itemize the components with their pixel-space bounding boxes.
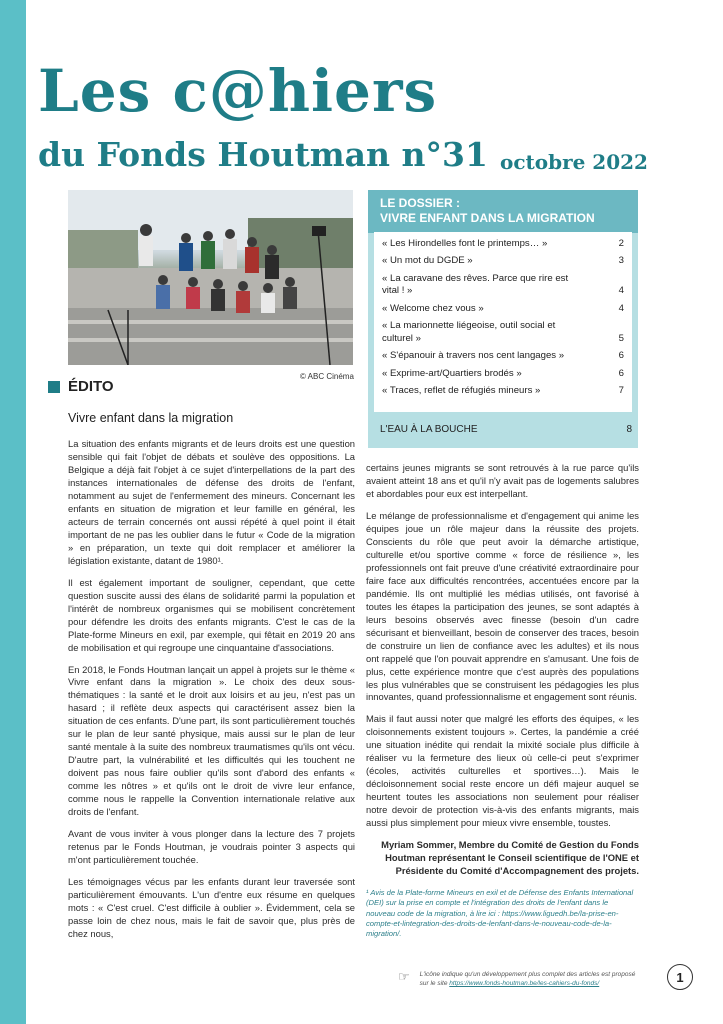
toc-item-title: « Exprime-art/Quartiers brodés » xyxy=(382,367,522,379)
dossier-title: VIVRE ENFANT DANS LA MIGRATION xyxy=(380,211,595,225)
dossier-footer-item[interactable] xyxy=(380,424,632,435)
dossier-box xyxy=(368,190,638,448)
footnote: ¹ Avis de la Plate-forme Mineurs en exil et de Défense des Enfants International (DEI) sur la prise en compte et l'intégration des droits de l'enfant dans le nouveau code de la migration, à lire ici : https://www.liguedh.be/la-prise-en-compte-et-lintegration-des-droits-de-lenfant-dans-le-nouveau-code-de-la-migration/. xyxy=(366,888,634,939)
signature: Myriam Sommer, Membre du Comité de Gestion du Fonds Houtman représentant le Conseil scientifique de l'ONE et Présidente du Comité d'Accompagnement des projets. xyxy=(381,839,639,877)
paragraph: certains jeunes migrants se sont retrouvés à la rue parce qu'ils avaient atteint 18 ans et qu'il n'y avait pas de logements salubres et abordables pour eux est interpellant. xyxy=(366,462,639,499)
edito-heading xyxy=(48,378,114,395)
left-accent-bar xyxy=(0,0,26,1024)
toc-item-page: 5 xyxy=(618,332,624,344)
footer-link[interactable]: https://www.fonds-houtman.be/les-cahiers-du-fonds/ xyxy=(449,980,600,988)
group-photo xyxy=(68,190,353,365)
toc-item-title: « Traces, reflet de réfugiés mineurs » xyxy=(382,385,541,397)
masthead-subtitle: du Fonds Houtman n°31 xyxy=(38,135,488,174)
toc-item[interactable] xyxy=(382,255,624,267)
dossier-label: LE DOSSIER : xyxy=(380,196,461,210)
toc-item-title: « La marionnette liégeoise, outil social et culturel » xyxy=(382,320,556,344)
toc-item-page: 4 xyxy=(618,302,624,314)
paragraph: La situation des enfants migrants et de leurs droits est une question sensible qui fait l'objet de débats et soulève des oppositions. La Belgique a déjà fait l'objet à ce sujet d'interpellations de la part des instances internationales de défense des droits de l'enfant, notamment au sujet de l'enfermement des mineurs. Concernant les enfants en situation de migration et leur famille en général, les acteurs de terrain concernés ont aussi répété à quel point il était important de ne pas les oublier dans le futur « Code de la migration » en préparation, un texte qui doit remplacer et améliorer la législation existante, datant de 1980¹. xyxy=(68,438,355,566)
footer-note-prefix: sur le site xyxy=(419,980,450,988)
paragraph: En 2018, le Fonds Houtman lançait un appel à projets sur le thème « Vivre enfant dans la migration ». Le choix des deux sous-thématiques : la santé et le droit aux loisirs et au jeu, n'est pas un hasard ; il reflète deux aspects qui caractérisent assez bien la situation de ces enfants. D'une part, ils sont particulièrement touchés sur le plan de leur santé physique, mais aussi sur le plan de leur santé mentale à la suite des nombreux traumatismes qu'ils ont vécu. D'autre part, la vulnérabilité et les difficultés qui les touchent ne doivent pas nous faire oublier qu'ils sont d'abord des enfants « comme les nôtres » et qu'ils ont le droit de vivre leur enfance, comme nous le rappelle la Convention internationale relative aux droits de l'enfant. xyxy=(68,663,355,818)
edito-column-right xyxy=(366,462,639,939)
toc-item-title: « Welcome chez vous » xyxy=(382,302,484,314)
toc-item-title: « La caravane des rêves. Parce que rire est vital ! » xyxy=(382,272,569,297)
masthead-title: Les c@hiers xyxy=(38,57,438,125)
toc-item[interactable] xyxy=(382,320,624,345)
paragraph: Le mélange de professionnalisme et d'engagement qui anime les équipes joue un rôle majeur dans la réussite des projets. Conscients du rôle que peut avoir la démarche artistique, culturelle et/ou sportive comme « force de résilience », les professionnels ont fait preuve d'une créativité extraordinaire pour faire face aux difficultés rencontrées, accentuées encore par la pandémie. Ils ont multiplié les médias utilisés, ont favorisé à toutes les étapes la participation des jeunes, se sont adaptés à leurs besoins observés avec finesse (besoin d'un cadre sécurisant et bienveillant, besoin de conserver des traces, besoin de construire un lien de confiance avec les adultes) et ils nous ont rappelé que l'on pouvait apprendre en s'amusant. Une fois de plus, cette expérience montre que c'est auprès des populations les plus vulnérables que se construisent les pédagogies les plus innovantes, quand professionnalisme et engagement sont réunis. xyxy=(366,509,639,703)
toc-item-title: « Un mot du DGDE » xyxy=(382,255,473,267)
toc-item[interactable] xyxy=(382,350,624,362)
dossier-footer-page: 8 xyxy=(626,424,632,435)
photo-credit: © ABC Cinéma xyxy=(300,372,354,381)
issue-date: octobre 2022 xyxy=(500,150,648,174)
toc-item-page: 6 xyxy=(618,367,624,379)
toc-item-page: 2 xyxy=(618,238,624,249)
dossier-footer-title: L'EAU À LA BOUCHE xyxy=(380,424,478,435)
toc-item-page: 6 xyxy=(618,350,624,362)
toc-item-title: « Les Hirondelles font le printemps… » xyxy=(382,238,548,249)
paragraph: Il est également important de souligner, cependant, que cette question suscite aussi des élans de solidarité parmi la population et l'intérêt de nombreux organismes qui se mobilisent concrètement pour défendre les droits des enfants migrants. C'est le cas de la Plate-forme Mineurs en exil, par exemple, qui fêtait en 2019 20 ans de mobilisation et qui regroupe une cinquantaine d'associations. xyxy=(68,576,355,653)
toc-item[interactable] xyxy=(382,385,624,397)
toc-item-title: « S'épanouir à travers nos cent langages » xyxy=(382,350,565,362)
toc-item-page: 3 xyxy=(618,255,624,267)
footer-note-line-2 xyxy=(420,979,636,988)
toc-item[interactable] xyxy=(382,368,624,380)
edito-headline: Vivre enfant dans la migration xyxy=(68,411,234,425)
section-marker-square xyxy=(48,381,60,393)
toc-item-page: 7 xyxy=(618,385,624,397)
toc-item-page: 4 xyxy=(618,285,624,297)
paragraph: Mais il faut aussi noter que malgré les efforts des équipes, « les cloisonnements existent toujours ». Certes, la pandémie a créé une situation inédite qui rendait la mixité sociale plus difficile à réaliser vu la fermeture des lieux où celle-ci peut s'exprimer (écoles, activités culturelles et sportives…). Mais le décloisonnement social reste encore un défi majeur auquel se heurtent toutes les associations non seulement pour réaliser notre devoir de protection vis-à-vis des enfants migrants, mais aussi plus simplement pour mieux vivre ensemble, toustes. xyxy=(366,713,639,829)
toc-item[interactable] xyxy=(382,303,624,315)
footer-note-text xyxy=(420,970,636,989)
edito-column-left xyxy=(68,438,355,950)
footer-note-line: L'icône indique qu'un développement plus complet des articles est proposé xyxy=(419,971,636,978)
toc-item[interactable] xyxy=(382,238,624,250)
paragraph: Les témoignages vécus par les enfants durant leur traversée sont particulièrement émouvants. L'un d'entre eux résume en quelques mots : « C'est cruel. C'est difficile à oublier ». Évidemment, cela se passe loin de chez nous, mais le fait de savoir que, plus près de chez nous, xyxy=(68,876,355,939)
dossier-toc xyxy=(374,232,632,412)
pointing-hand-icon: ☞ xyxy=(398,969,410,984)
dossier-header xyxy=(368,190,638,233)
page-footer-note xyxy=(398,970,635,989)
paragraph: Avant de vous inviter à vous plonger dans la lecture des 7 projets retenus par le Fonds Houtman, je voudrais pointer 3 aspects qui m'ont particulièrement touchée. xyxy=(68,828,355,866)
page-number: 1 xyxy=(667,964,693,990)
toc-item[interactable] xyxy=(382,273,624,298)
edito-label: ÉDITO xyxy=(68,378,114,395)
